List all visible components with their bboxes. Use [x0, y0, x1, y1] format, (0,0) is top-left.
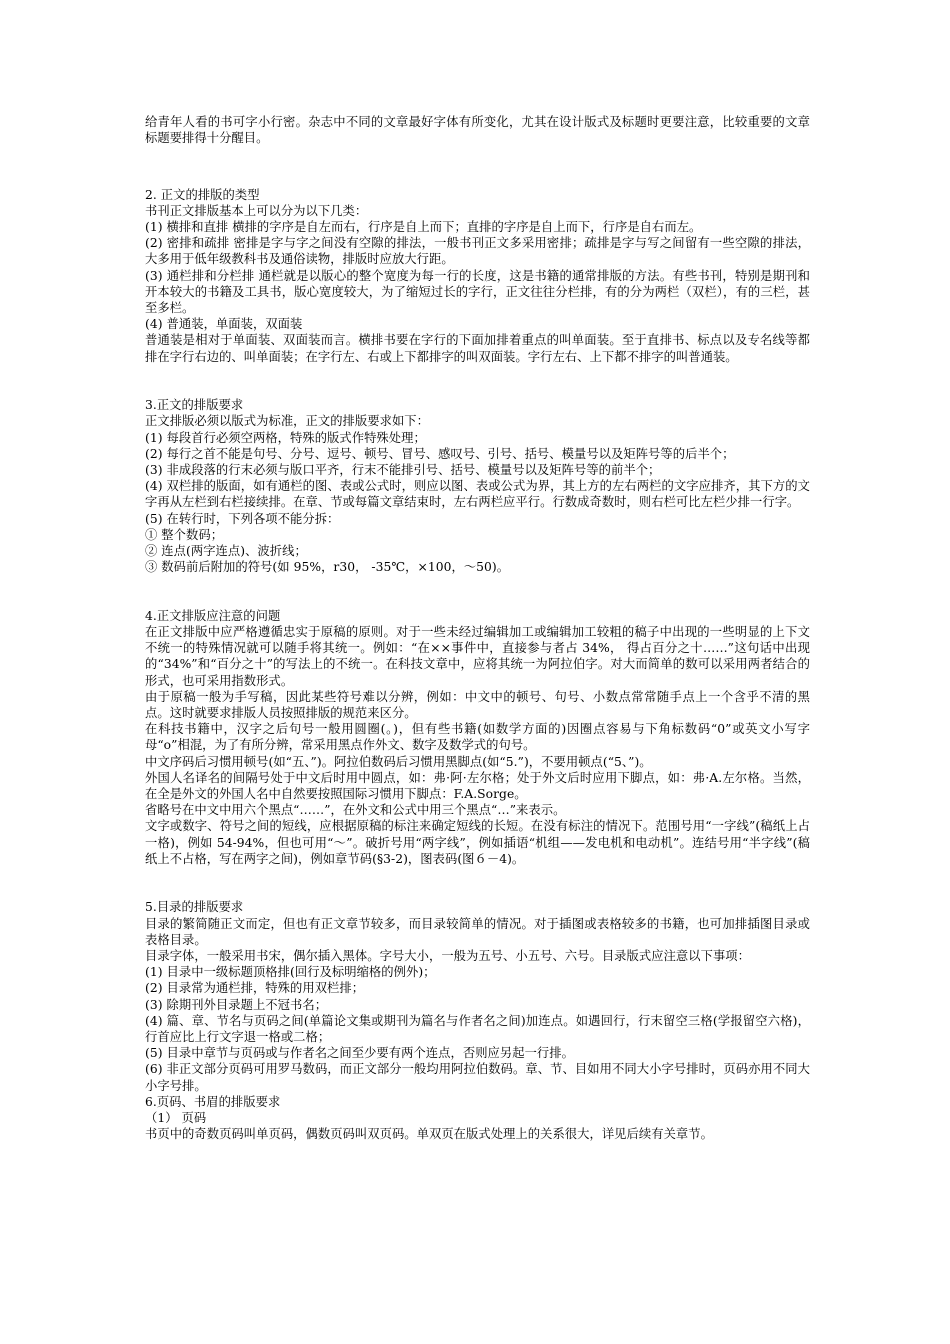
section-3-line: (1) 每段首行必须空两格，特殊的版式作特殊处理；: [145, 430, 426, 445]
section-5-line: (4) 篇、章、节名与页码之间(单篇论文集或期刊为篇名与作者名之间)加连点。如遇回行，行末留空三格(学报留空六格)，行首应比上行文字退一格或二格；: [145, 1013, 810, 1045]
section-5-line: 目录的繁简随正文而定，但也有正文章节较多，而目录较简单的情况。对于插图或表格较多的书籍，也可加排插图目录或表格目录。: [145, 916, 810, 947]
spacer: [145, 365, 810, 381]
document-page: [145, 114, 810, 1142]
section-6-line: 书页中的奇数页码叫单页码，偶数页码叫双页码。单双页在版式处理上的关系很大，详见后续有关章节。: [145, 1127, 713, 1142]
section-5-line: (2) 目录常为通栏排，特殊的用双栏排；: [145, 981, 365, 996]
section-4-line: 外国人名译名的间隔号处于中文后时用中圆点，如：弗·阿·左尔格；处于外文后时应用下脚点，如：弗·A.左尔格。当然，在全是外文的外国人名中自然要按照国际习惯用下脚点：F.A.Sorge。: [145, 770, 810, 802]
section-5-line: (6) 非正文部分页码可用罗马数码，而正文部分一般均用阿拉伯数码。章、节、目如用不同大小字号排时，页码亦用不同大小字号排。: [145, 1062, 810, 1093]
section-3-line: 正文排版必须以版式为标准，正文的排版要求如下：: [145, 414, 429, 429]
section-2-title: 2. 正文的排版的类型: [145, 187, 260, 202]
section-5-line: (5) 目录中章节与页码或与作者名之间至少要有两个连点，否则应另起一行排。: [145, 1046, 574, 1061]
section-4-title: 4.正文排版应注意的问题: [145, 608, 281, 623]
section-5-line: (3) 除期刊外目录题上不冠书名；: [145, 997, 328, 1012]
section-5-title: 5.目录的排版要求: [145, 900, 244, 915]
section-3-line: (4) 双栏排的版面，如有通栏的图、表或公式时，则应以图、表或公式为界，其上方的左右两栏的文字应排齐，其下方的文字再从左栏到右栏接续排。在章、节或每篇文章结束时，左右两栏应平行。行数成奇数时，则右栏可比左栏少排一行字。: [145, 479, 810, 510]
section-3-title: 3.正文的排版要求: [145, 398, 244, 413]
section-5-line: 目录字体，一般采用书宋，偶尔插入黑体。字号大小，一般为五号、小五号、六号。目录版式应注意以下事项：: [145, 949, 750, 964]
section-5-line: (1) 目录中一级标题顶格排(回行及标明缩格的例外)；: [145, 965, 436, 980]
section-4-line: 省略号在中文中用六个黑点“……”，在外文和公式中用三个黑点“…”来表示。: [145, 803, 566, 818]
section-2-line: (2) 密排和疏排 密排是字与字之间没有空隙的排法，一般书刊正文多采用密排；疏排是字与写之间留有一些空隙的排法，大多用于低年级教科书及通俗读物，排版时应放大行距。: [145, 236, 810, 267]
section-3-line: ① 整个数码；: [145, 527, 224, 542]
spacer: [145, 883, 810, 899]
section-6-title: 6.页码、书眉的排版要求: [145, 1094, 281, 1109]
spacer: [145, 592, 810, 608]
section-3-line: ③ 数码前后附加的符号(如 95%，r30， -35℃，×100，～50)。: [145, 560, 510, 575]
spacer: [145, 867, 810, 883]
section-3-line: (2) 每行之首不能是句号、分号、逗号、顿号、冒号、感叹号、引号、括号、模量号以及矩阵号等的后半个；: [145, 446, 735, 461]
section-4-line: 在正文排版中应严格遵循忠实于原稿的原则。对于一些未经过编辑加工或编辑加工较粗的稿子中出现的一些明显的上下文不统一的特殊情况就可以随手将其统一。例如：“在××事件中，直接参与者占 34%， 得占百分之十……”这句话中出现的“34%”和“百分之十”的写法上的不统一。在科技文章中，应将其统一为阿拉伯字。对大而简单的数可以采用两者结合的形式，也可采用指数形式。: [145, 625, 810, 688]
section-2-line: (4) 普通装，单面装，双面装: [145, 317, 303, 332]
spacer: [145, 146, 810, 162]
section-4-line: 文字或数字、符号之间的短线，应根据原稿的标注来确定短线的长短。在没有标注的情况下。范围号用“一字线”(稿纸上占一格)，例如 54-94%，但也可用“～”。破折号用“两字线”，例如插语“机组——发电机和电动机”。连结号用“半字线”(稿纸上不占格，写在两字之间)，例如章节码(§3-2)，图表码(图６－4)。: [145, 819, 810, 866]
section-6-subtitle: （1） 页码: [145, 1111, 207, 1126]
section-2-line: 书刊正文排版基本上可以分为以下几类：: [145, 203, 368, 218]
section-2-line: (3) 通栏排和分栏排 通栏就是以版心的整个宽度为每一行的长度，这是书籍的通常排版的方法。有些书刊，特别是期刊和开本较大的书籍及工具书，版心宽度较大，为了缩短过长的字行，正文往往分栏排，有的分为两栏（双栏），有的三栏，甚至多栏。: [145, 268, 810, 316]
section-4-line: 在科技书籍中，汉字之后句号一般用圆圈(。)，但有些书籍(如数学方面的)因圈点容易与下角标数码“0”或英文小写字母“o”相混，为了有所分辨，常采用黑点作外文、数字及数学式的句号。: [145, 722, 810, 753]
section-3-line: (5) 在转行时，下列各项不能分拆：: [145, 511, 340, 526]
intro-paragraph: 给青年人看的书可字小行密。杂志中不同的文章最好字体有所变化，尤其在设计版式及标题时更要注意，比较重要的文章标题要排得十分醒目。: [145, 115, 810, 146]
section-4-line: 中文序码后习惯用顿号(如“五、”)。阿拉伯数码后习惯用黑脚点(如“5.”)，不要用顿点(“5、”)。: [145, 754, 652, 769]
section-2-line: (1) 横排和直排 横排的字序是自左而右，行序是自上而下；直排的字序是自上而下，行序是自右而左。: [145, 220, 702, 234]
section-3-line: (3) 非成段落的行末必须与版口平齐，行末不能排引号、括号、模量号以及矩阵号等的前半个；: [145, 463, 661, 478]
section-2-line: 普通装是相对于单面装、双面装而言。横排书要在字行的下面加排着重点的叫单面装。至于直排书、标点以及专名线等都排在字行右边的、叫单面装；在字行左、右或上下都排字的叫双面装。字行左右、上下都不排字的叫普通装。: [145, 333, 810, 364]
section-4-line: 由于原稿一般为手写稿，因此某些符号难以分辨，例如：中文中的顿号、句号、小数点常常随手点上一个含乎不清的黑点。这时就要求排版人员按照排版的规范来区分。: [145, 689, 810, 721]
section-3-line: ② 连点(两字连点)、波折线；: [145, 544, 307, 559]
spacer: [145, 381, 810, 397]
spacer: [145, 575, 810, 591]
spacer: [145, 163, 810, 187]
